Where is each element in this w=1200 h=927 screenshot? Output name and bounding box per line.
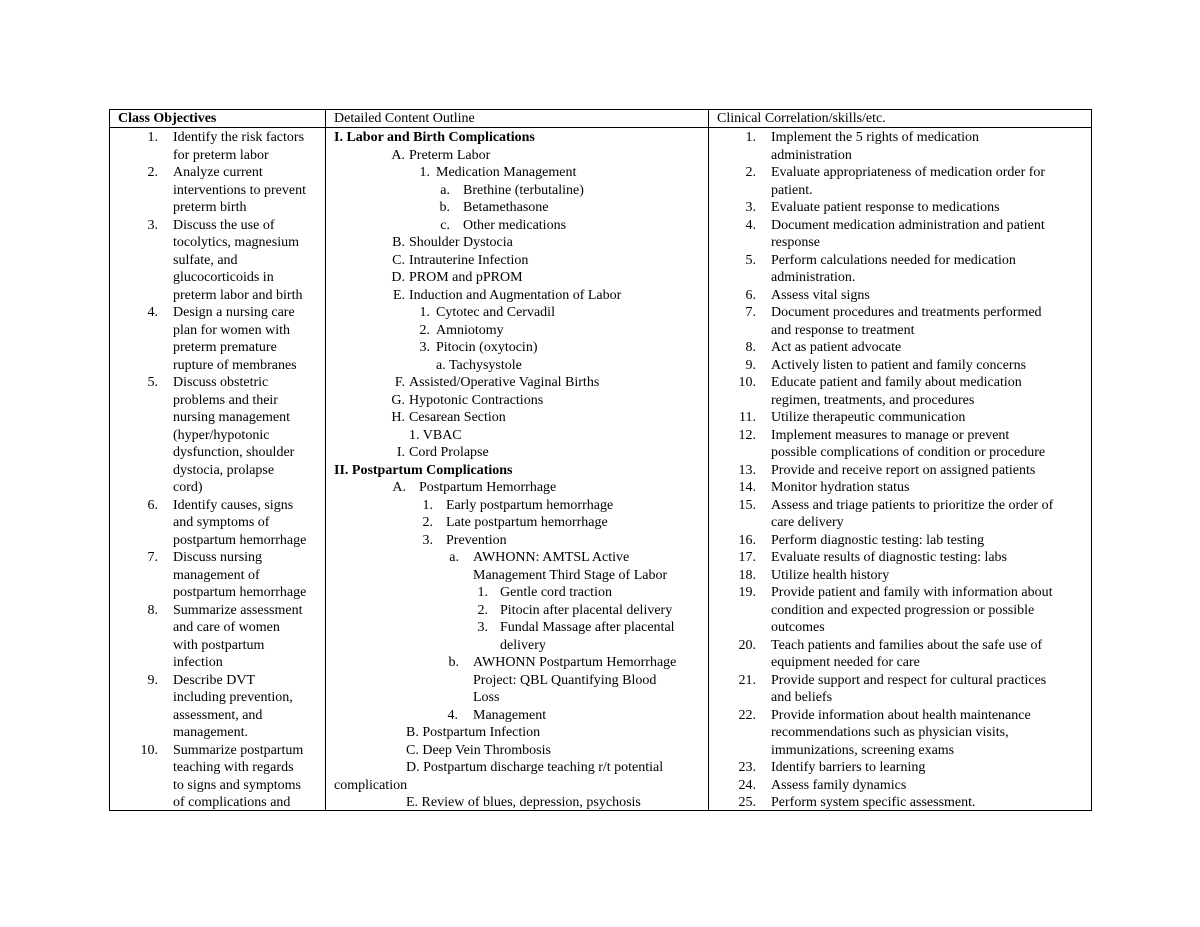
clinical-text: Perform system specific assessment. — [771, 795, 976, 810]
clinical-number: 9. — [745, 357, 756, 373]
outline-item: Amniotomy — [436, 322, 504, 338]
header-clinical-correlation: Clinical Correlation/skills/etc. — [717, 111, 886, 126]
clinical-number: 15. — [738, 497, 756, 513]
clinical-number: 13. — [738, 462, 756, 478]
clinical-text: recommendations such as physician visits, — [771, 725, 1009, 740]
outline-item: Early postpartum hemorrhage — [446, 497, 614, 513]
outline-item: Postpartum Hemorrhage — [419, 480, 557, 495]
objective-text: teaching with regards — [173, 760, 294, 775]
clinical-text: outcomes — [771, 620, 825, 635]
objective-text: nursing management — [173, 410, 291, 425]
outline-item: Induction and Augmentation of Labor — [409, 287, 622, 303]
clinical-number: 7. — [745, 305, 756, 320]
objective-text: infection — [173, 655, 223, 670]
clinical-text: administration. — [771, 270, 856, 285]
objective-text: Discuss the use of — [173, 217, 275, 233]
outline-marker: B. — [392, 235, 405, 250]
outline-item: D. Postpartum discharge teaching r/t potential — [406, 760, 664, 775]
objective-text: glucocorticoids in — [173, 270, 274, 285]
clinical-text: Implement the 5 rights of medication — [771, 130, 980, 145]
outline-item: delivery — [500, 637, 546, 653]
outline-marker: H. — [391, 410, 405, 425]
outline-item: E. Review of blues, depression, psychosis — [406, 795, 641, 810]
outline-item: Management — [473, 707, 547, 723]
clinical-text: Implement measures to manage or prevent — [771, 427, 1010, 443]
clinical-text: Utilize health history — [771, 567, 890, 583]
outline-item: Hypotonic Contractions — [409, 392, 544, 408]
outline-item: Shoulder Dystocia — [409, 235, 513, 250]
clinical-text: patient. — [771, 182, 813, 198]
outline-marker: c. — [440, 217, 450, 233]
outline-item: Loss — [473, 690, 500, 705]
outline-item: PROM and pPROM — [409, 270, 523, 285]
clinical-text: Perform calculations needed for medication — [771, 252, 1016, 268]
outline-marker: 3. — [422, 532, 433, 548]
objective-text: Design a nursing care — [173, 305, 295, 320]
objective-text: Discuss nursing — [173, 550, 263, 565]
outline-marker: 4. — [447, 707, 458, 723]
objective-text: assessment, and — [173, 707, 263, 723]
clinical-number: 2. — [745, 165, 756, 180]
objective-text: and symptoms of — [173, 515, 270, 530]
objective-text: problems and their — [173, 392, 278, 408]
clinical-number: 19. — [738, 585, 756, 600]
outline-item: Prevention — [446, 532, 507, 548]
clinical-text: immunizations, screening exams — [771, 742, 955, 758]
objective-number: 5. — [147, 375, 158, 390]
outline-marker: 2. — [422, 515, 433, 530]
objective-text: rupture of membranes — [173, 357, 297, 373]
clinical-text: condition and expected progression or possible — [771, 602, 1035, 618]
clinical-text: Assess family dynamics — [771, 777, 907, 793]
clinical-number: 12. — [738, 427, 756, 443]
objective-text: dysfunction, shoulder — [173, 445, 295, 460]
objective-text: for preterm labor — [173, 147, 269, 163]
clinical-number: 3. — [745, 200, 756, 215]
clinical-number: 22. — [738, 707, 756, 723]
outline-item: Medication Management — [436, 165, 577, 180]
outline-item: C. Deep Vein Thrombosis — [406, 742, 551, 758]
outline-heading: II. Postpartum Complications — [334, 462, 513, 478]
objective-text: Analyze current — [173, 165, 263, 180]
outline-item: Pitocin after placental delivery — [500, 602, 673, 618]
outline-item: Brethine (terbutaline) — [463, 182, 584, 198]
outline-item: Preterm Labor — [409, 147, 491, 163]
outline-item: Project: QBL Quantifying Blood — [473, 672, 657, 688]
clinical-text: Actively listen to patient and family concerns — [771, 357, 1027, 373]
outline-item: complication — [334, 777, 408, 793]
clinical-number: 5. — [745, 252, 756, 268]
clinical-text: administration — [771, 147, 852, 163]
clinical-number: 20. — [738, 637, 756, 653]
clinical-text: possible complications of condition or procedure — [771, 445, 1046, 460]
objective-text: to signs and symptoms — [173, 777, 301, 793]
objective-text: sulfate, and — [173, 252, 238, 268]
outline-item: Assisted/Operative Vaginal Births — [409, 375, 600, 390]
clinical-text: Identify barriers to learning — [771, 760, 926, 775]
outline-marker: a. — [449, 550, 459, 565]
clinical-text: Provide information about health maintenance — [771, 707, 1031, 723]
clinical-text: Evaluate results of diagnostic testing: labs — [771, 550, 1008, 565]
objective-text: interventions to prevent — [173, 182, 306, 198]
outline-item: Gentle cord traction — [500, 585, 612, 600]
outline-heading: I. Labor and Birth Complications — [334, 130, 535, 145]
objective-text: preterm labor and birth — [173, 287, 303, 303]
clinical-number: 17. — [738, 550, 756, 565]
outline-item: a. Tachysystole — [436, 357, 522, 373]
objective-number: 8. — [147, 602, 158, 618]
objective-text: cord) — [173, 480, 203, 495]
outline-marker: b. — [439, 200, 450, 215]
clinical-text: Provide and receive report on assigned patients — [771, 462, 1036, 478]
objective-text: postpartum hemorrhage — [173, 585, 307, 600]
clinical-number: 4. — [745, 217, 756, 233]
outline-marker: 1. — [419, 165, 430, 180]
clinical-number: 14. — [738, 480, 756, 495]
outline-marker: a. — [440, 182, 450, 198]
objective-text: plan for women with — [173, 322, 291, 338]
outline-marker: E. — [392, 287, 405, 303]
objective-text: Summarize postpartum — [173, 742, 304, 758]
clinical-text: equipment needed for care — [771, 655, 920, 670]
objective-number: 7. — [147, 550, 158, 565]
outline-item: Late postpartum hemorrhage — [446, 515, 608, 530]
outline-item: Fundal Massage after placental — [500, 620, 675, 635]
outline-marker: 3. — [477, 620, 488, 635]
clinical-text: and response to treatment — [771, 322, 915, 338]
objective-text: tocolytics, magnesium — [173, 235, 299, 250]
objective-text: Identify causes, signs — [173, 497, 294, 513]
clinical-text: Evaluate patient response to medications — [771, 200, 1000, 215]
clinical-text: Perform diagnostic testing: lab testing — [771, 532, 985, 548]
outline-marker: 1. — [422, 497, 433, 513]
outline-marker: 3. — [419, 340, 430, 355]
clinical-number: 8. — [745, 340, 756, 355]
objective-text: preterm premature — [173, 340, 277, 355]
objective-text: and care of women — [173, 620, 280, 635]
header-detailed-content-outline: Detailed Content Outline — [334, 111, 475, 126]
outline-item: 1. VBAC — [409, 427, 462, 443]
objective-text: Identify the risk factors — [173, 130, 305, 145]
outline-item: AWHONN Postpartum Hemorrhage — [473, 655, 677, 670]
content-table — [109, 109, 1092, 811]
objective-text: management. — [173, 725, 249, 740]
objective-text: with postpartum — [173, 637, 265, 653]
clinical-number: 16. — [738, 532, 756, 548]
clinical-text: Document medication administration and patient — [771, 217, 1045, 233]
objective-number: 10. — [140, 742, 158, 758]
clinical-text: Document procedures and treatments performed — [771, 305, 1042, 320]
outline-item: Intrauterine Infection — [409, 252, 529, 268]
objective-text: of complications and — [173, 795, 291, 810]
outline-marker: A. — [392, 480, 406, 495]
outline-item: Pitocin (oxytocin) — [436, 340, 538, 355]
objective-text: Discuss obstetric — [173, 375, 269, 390]
clinical-text: care delivery — [771, 515, 844, 530]
outline-marker: C. — [392, 252, 405, 268]
outline-marker: 2. — [477, 602, 488, 618]
outline-marker: I. — [396, 445, 405, 460]
outline-marker: 1. — [419, 305, 430, 320]
objective-number: 6. — [147, 497, 158, 513]
outline-marker: 2. — [419, 322, 430, 338]
clinical-text: Provide patient and family with information about — [771, 585, 1053, 600]
clinical-number: 18. — [738, 567, 756, 583]
clinical-number: 6. — [745, 287, 756, 303]
clinical-text: Educate patient and family about medication — [771, 375, 1022, 390]
objective-text: dystocia, prolapse — [173, 462, 275, 478]
clinical-text: response — [771, 235, 820, 250]
outline-item: Cytotec and Cervadil — [436, 305, 555, 320]
outline-item: Betamethasone — [463, 200, 549, 215]
outline-item: Management Third Stage of Labor — [473, 567, 668, 583]
objective-text: Describe DVT — [173, 672, 256, 688]
outline-item: B. Postpartum Infection — [406, 725, 541, 740]
clinical-text: Evaluate appropriateness of medication order for — [771, 165, 1046, 180]
header-class-objectives: Class Objectives — [118, 111, 217, 126]
objective-number: 4. — [147, 305, 158, 320]
outline-item: Other medications — [463, 217, 567, 233]
clinical-text: regimen, treatments, and procedures — [771, 392, 975, 408]
objective-number: 1. — [147, 130, 158, 145]
objective-text: (hyper/hypotonic — [173, 427, 270, 443]
clinical-number: 1. — [745, 130, 756, 145]
clinical-text: Teach patients and families about the safe use of — [771, 637, 1043, 653]
objective-number: 3. — [147, 217, 158, 233]
clinical-text: Assess and triage patients to prioritize the order of — [771, 497, 1054, 513]
outline-item: AWHONN: AMTSL Active — [473, 550, 630, 565]
clinical-number: 21. — [738, 672, 756, 688]
clinical-number: 11. — [739, 410, 756, 425]
outline-item: Cesarean Section — [409, 410, 506, 425]
clinical-text: and beliefs — [771, 690, 833, 705]
clinical-number: 25. — [738, 795, 756, 810]
objective-text: management of — [173, 567, 260, 583]
objective-text: including prevention, — [173, 690, 293, 705]
objective-text: preterm birth — [173, 200, 247, 215]
outline-item: Cord Prolapse — [409, 445, 489, 460]
clinical-number: 10. — [738, 375, 756, 390]
header-divider — [110, 127, 1091, 128]
outline-marker: F. — [394, 375, 405, 390]
outline-marker: D. — [391, 270, 405, 285]
outline-marker: b. — [448, 655, 459, 670]
outline-marker: 1. — [477, 585, 488, 600]
clinical-text: Assess vital signs — [771, 287, 870, 303]
objective-number: 2. — [147, 165, 158, 180]
clinical-text: Utilize therapeutic communication — [771, 410, 966, 425]
outline-marker: A. — [391, 147, 405, 163]
objective-text: Summarize assessment — [173, 602, 303, 618]
clinical-number: 23. — [738, 760, 756, 775]
clinical-text: Act as patient advocate — [771, 340, 902, 355]
outline-marker: G. — [391, 392, 405, 408]
objective-number: 9. — [147, 672, 158, 688]
clinical-number: 24. — [738, 777, 756, 793]
objective-text: postpartum hemorrhage — [173, 532, 307, 548]
clinical-text: Monitor hydration status — [771, 480, 910, 495]
clinical-text: Provide support and respect for cultural practices — [771, 672, 1047, 688]
